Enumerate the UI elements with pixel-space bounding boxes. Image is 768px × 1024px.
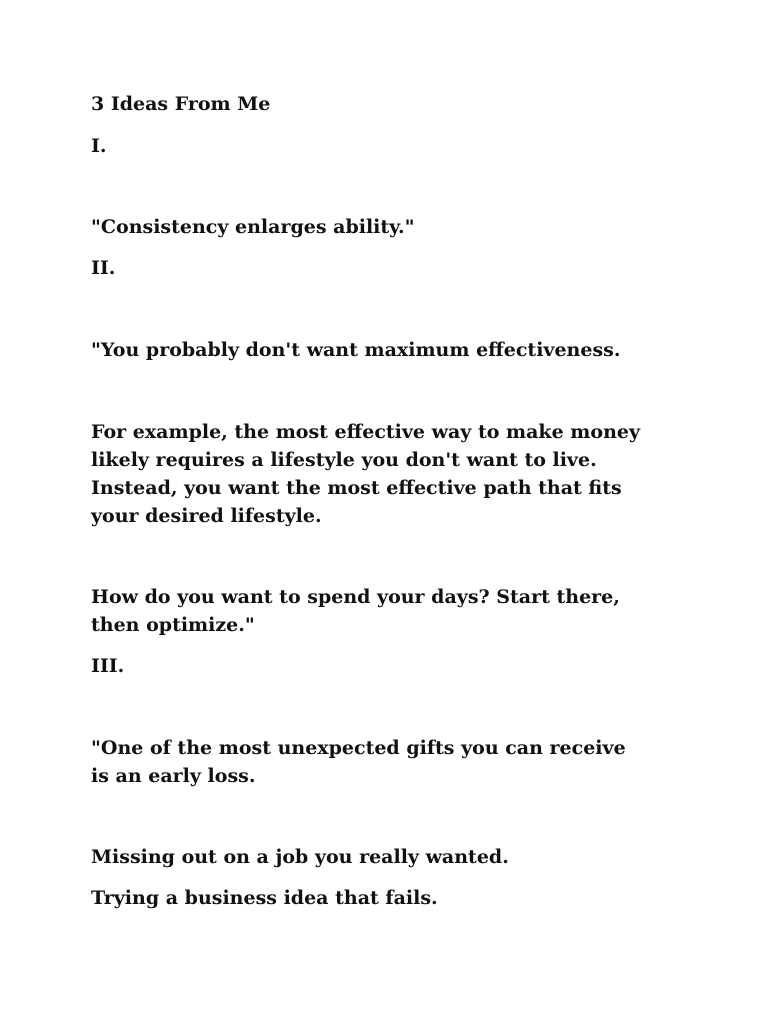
section-2-closing-paragraph bbox=[91, 583, 691, 639]
section-2-example-paragraph bbox=[91, 418, 691, 530]
section-numeral-2: II. bbox=[91, 257, 116, 279]
section-1-quote: "Consistency enlarges ability." bbox=[91, 216, 415, 238]
section-2-quote-open: "You probably don't want maximum effectiveness. bbox=[91, 339, 621, 361]
paragraph-line: How do you want to spend your days? Start there, bbox=[91, 586, 620, 608]
paragraph-line: is an early loss. bbox=[91, 765, 256, 787]
paragraph-line: Instead, you want the most effective path that fits bbox=[91, 477, 622, 499]
section-numeral-1: I. bbox=[91, 135, 107, 157]
section-3-example-2: Trying a business idea that fails. bbox=[91, 887, 438, 909]
section-3-quote-paragraph bbox=[91, 734, 691, 790]
paragraph-line: your desired lifestyle. bbox=[91, 505, 322, 527]
paragraph-line: For example, the most effective way to make money bbox=[91, 421, 641, 443]
section-numeral-3: III. bbox=[91, 655, 125, 677]
paragraph-line: then optimize." bbox=[91, 614, 255, 636]
paragraph-line: "One of the most unexpected gifts you can receive bbox=[91, 737, 626, 759]
section-3-example-1: Missing out on a job you really wanted. bbox=[91, 846, 509, 868]
paragraph-line: likely requires a lifestyle you don't want to live. bbox=[91, 449, 597, 471]
document-title: 3 Ideas From Me bbox=[91, 93, 271, 115]
